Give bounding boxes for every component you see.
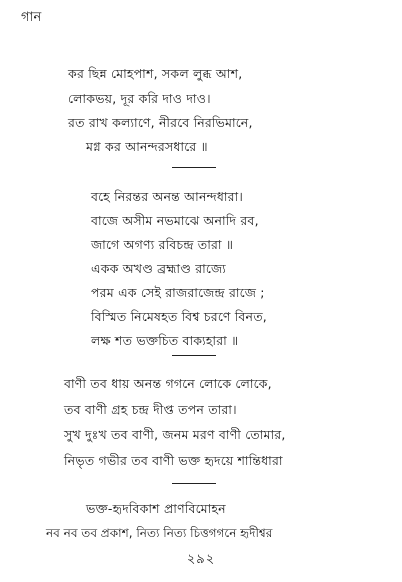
verse-line: নিভৃত গভীর তব বাণী ভক্ত হৃদয়ে শান্তিধারা	[64, 453, 283, 468]
verse-line: পরম এক সেই রাজরাজেন্দ্র রাজে ;	[91, 285, 265, 300]
verse-line: রত রাখ কল্যাণে, নীরবে নিরভিমানে,	[68, 115, 253, 130]
verse-line: নব নব তব প্রকাশ, নিত্য নিত্য চিত্তগগনে হৃদীশ্বর	[46, 526, 273, 540]
verse-line: ভক্ত-হৃদবিকাশ প্রাণবিমোহন	[86, 501, 226, 516]
verse-line: লোকভয়, দূর করি দাও দাও।	[68, 91, 211, 106]
section-divider	[172, 355, 216, 356]
verse-line: একক অখণ্ড ব্রহ্মাণ্ড রাজ্যে	[91, 261, 226, 276]
verse-line: সুখ দুঃখ তব বাণী, জনম মরণ বাণী তোমার,	[64, 427, 286, 442]
verse-line: তব বাণী গ্রহ চন্দ্র দীপ্ত তপন তারা।	[64, 402, 237, 417]
verse-line: বাণী তব ধায় অনন্ত গগনে লোকে লোকে,	[64, 376, 272, 391]
verse-line: লক্ষ শত ভক্তচিত বাক্যহারা ॥	[91, 333, 239, 348]
verse-line: বহে নিরন্তর অনন্ত আনন্দধারা।	[91, 189, 244, 204]
verse-line: বিস্মিত নিমেষহত বিশ্ব চরণে বিনত,	[91, 309, 267, 324]
page-number: ২৯২	[186, 552, 216, 567]
section-divider	[172, 167, 216, 168]
section-title: গান	[21, 10, 42, 25]
verse-line: মগ্ন কর আনন্দরসধারে ॥	[86, 139, 208, 154]
section-divider	[172, 483, 216, 484]
verse-line: কর ছিন্ন মোহপাশ, সকল লুব্ধ আশ,	[68, 66, 243, 81]
verse-line: বাজে অসীম নভমাঝে অনাদি রব,	[91, 213, 259, 228]
verse-line: জাগে অগণ্য রবিচন্দ্র তারা ॥	[91, 237, 234, 252]
